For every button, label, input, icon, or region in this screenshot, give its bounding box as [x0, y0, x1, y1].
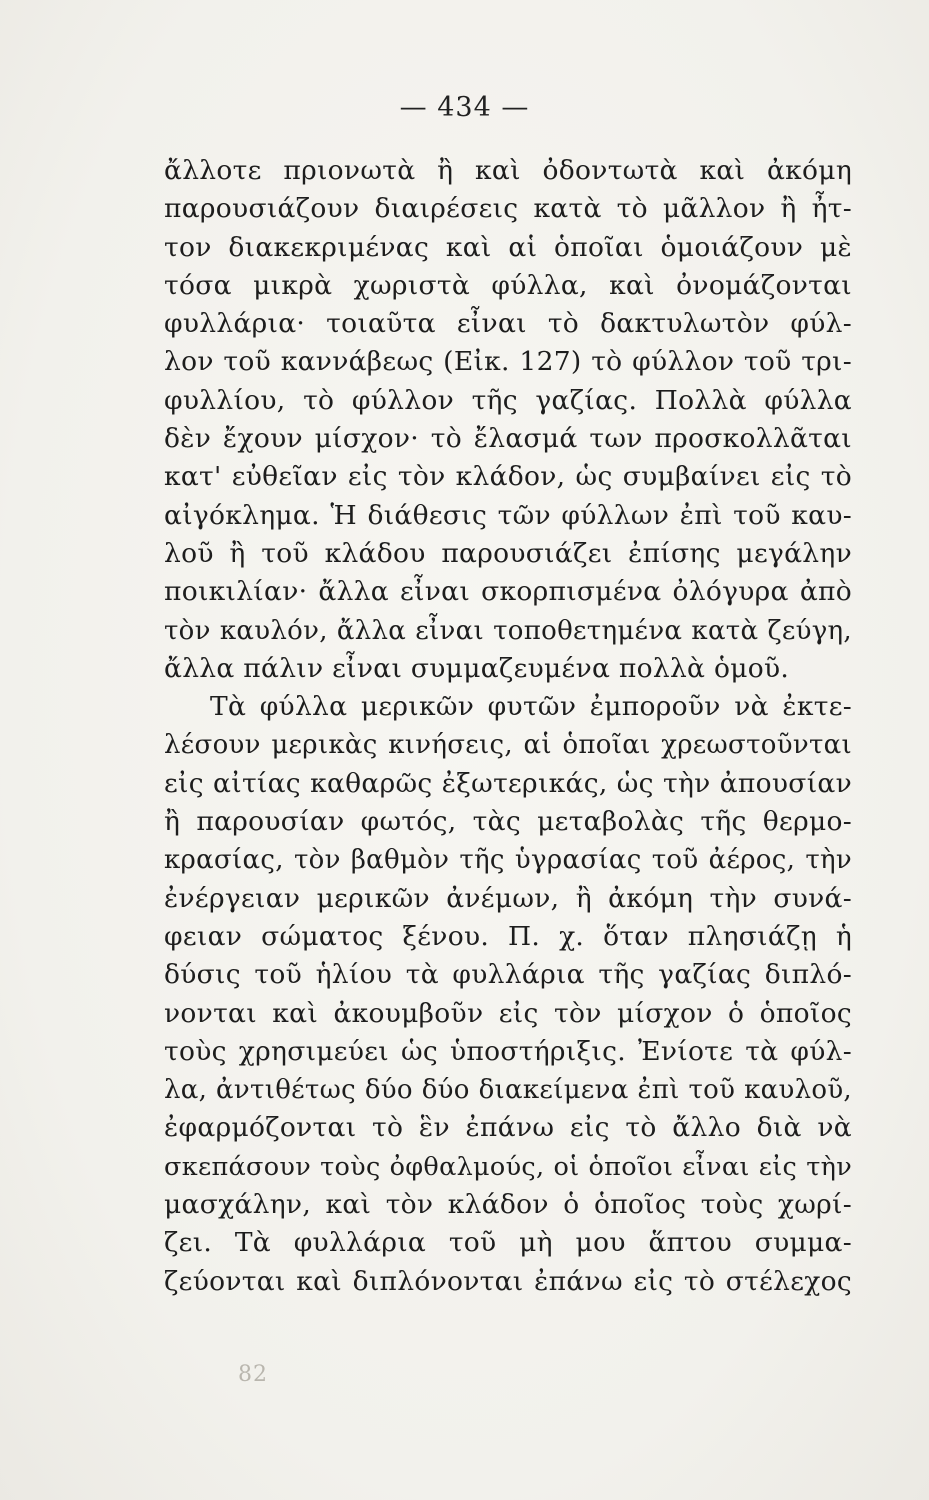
text-line: ἄλλοτε πριονωτὰ ἢ καὶ ὀδοντωτὰ καὶ ἀκόμη	[164, 155, 852, 186]
text-line: τόσα μικρὰ χωριστὰ φύλλα, καὶ ὀνομάζονται	[164, 269, 852, 301]
text-line: τον διακεκριμένας καὶ αἱ ὁποῖαι ὁμοιάζουν μὲ	[164, 231, 852, 263]
printer-signature-mark: 82	[238, 1362, 268, 1387]
text-line: ζει. Τὰ φυλλάρια τοῦ μὴ μου ἅπτου συμμα-	[164, 1227, 852, 1259]
text-line: σκεπάσουν τοὺς ὀφθαλμούς, οἱ ὁποῖοι εἶναι εἰς τὴν	[164, 1151, 852, 1182]
paragraph-start-line: Τὰ φύλλα μερικῶν φυτῶν ἐμποροῦν νὰ ἐκτε-	[210, 691, 852, 723]
text-line: ποικιλίαν· ἄλλα εἶναι σκορπισμένα ὀλόγυρα ἀπὸ	[164, 576, 852, 608]
text-line: κατ' εὐθεῖαν εἰς τὸν κλάδον, ὡς συμβαίνει εἰς τὸ	[164, 461, 852, 493]
text-line: λέσουν μερικὰς κινήσεις, αἱ ὁποῖαι χρεωστοῦνται	[164, 730, 852, 761]
text-line: τοὺς χρησιμεύει ὡς ὑποστήριξις. Ἐνίοτε τὰ φύλ-	[164, 1035, 852, 1067]
paragraph-end-line: ἄλλα πάλιν εἶναι συμμαζευμένα πολλὰ ὁμοῦ.	[164, 652, 790, 684]
text-line: φειαν σώματος ξένου. Π. χ. ὅταν πλησιάζῃ ἡ	[164, 920, 852, 952]
text-line: λον τοῦ καννάβεως (Εἰκ. 127) τὸ φύλλον τοῦ τρι-	[164, 346, 852, 378]
body-text	[164, 152, 852, 1301]
text-line: ἢ παρουσίαν φωτός, τὰς μεταβολὰς τῆς θερμο-	[164, 806, 852, 838]
text-line: παρουσιάζουν διαιρέσεις κατὰ τὸ μᾶλλον ἢ ἦτ-	[164, 193, 852, 225]
text-line: λα, ἀντιθέτως δύο δύο διακείμενα ἐπὶ τοῦ καυλοῦ,	[164, 1075, 852, 1106]
text-line: φυλλίου, τὸ φύλλον τῆς γαζίας. Πολλὰ φύλλα	[164, 384, 852, 416]
text-line: λοῦ ἢ τοῦ κλάδου παρουσιάζει ἐπίσης μεγάλην	[164, 537, 852, 569]
text-line: δύσις τοῦ ἡλίου τὰ φυλλάρια τῆς γαζίας διπλό-	[164, 959, 852, 991]
text-line: νονται καὶ ἀκουμβοῦν εἰς τὸν μίσχον ὁ ὁποῖος	[164, 997, 852, 1029]
text-line: δὲν ἔχουν μίσχον· τὸ ἔλασμά των προσκολλᾶται	[164, 423, 852, 455]
text-line: ἐφαρμόζονται τὸ ἓν ἐπάνω εἰς τὸ ἄλλο διὰ νὰ	[164, 1112, 852, 1144]
text-line: ζεύονται καὶ διπλόνονται ἐπάνω εἰς τὸ στέλεχος	[164, 1265, 852, 1297]
text-line: εἰς αἰτίας καθαρῶς ἐξωτερικάς, ὡς τὴν ἀπουσίαν	[164, 767, 852, 799]
text-line: φυλλάρια· τοιαῦτα εἶναι τὸ δακτυλωτὸν φύλ-	[164, 308, 852, 340]
text-line: κρασίας, τὸν βαθμὸν τῆς ὑγρασίας τοῦ ἀέρος, τὴν	[164, 845, 852, 876]
page-number: — 434 —	[399, 92, 530, 123]
text-line: ἐνέργειαν μερικῶν ἀνέμων, ἢ ἀκόμη τὴν συνά-	[164, 882, 852, 914]
text-line: τὸν καυλόν, ἄλλα εἶναι τοποθετημένα κατὰ ζεύγη,	[164, 615, 852, 646]
text-line: μασχάλην, καὶ τὸν κλάδον ὁ ὁποῖος τοὺς χωρί-	[164, 1189, 852, 1221]
text-line: αἰγόκλημα. Ἡ διάθεσις τῶν φύλλων ἐπὶ τοῦ καυ-	[164, 499, 852, 531]
